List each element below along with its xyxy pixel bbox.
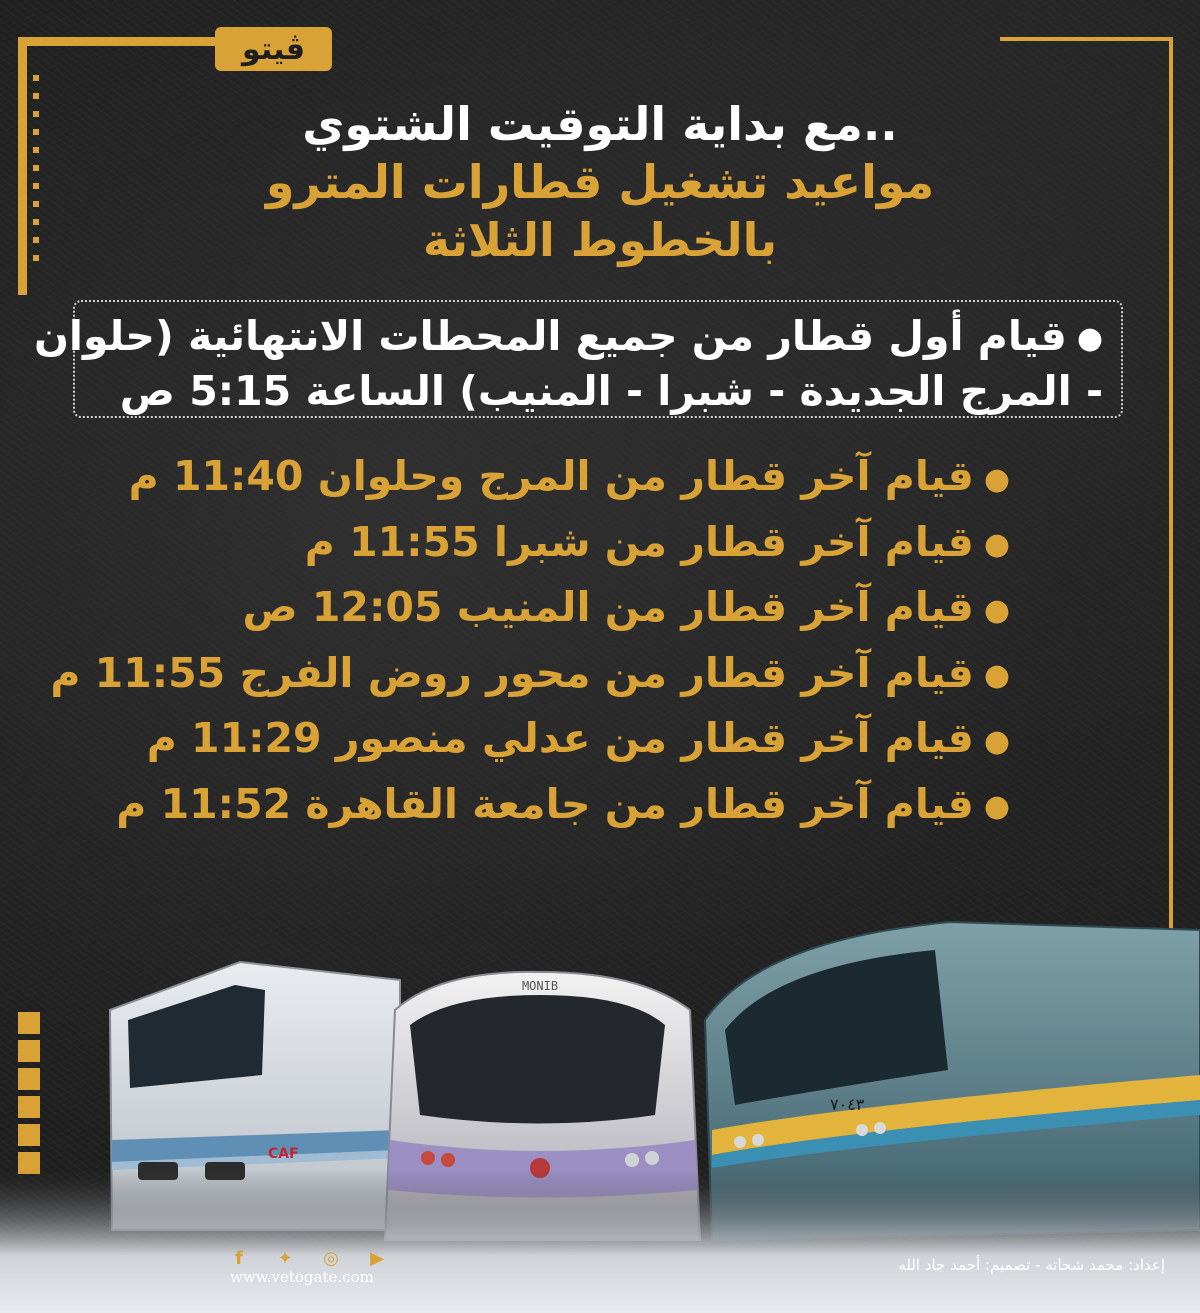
bullet-icon: ● xyxy=(983,658,1010,693)
frame-right-cap xyxy=(1000,37,1173,41)
last-trains-list xyxy=(50,445,1010,838)
first-train-line-1 xyxy=(33,310,1103,365)
bullet-icon: ● xyxy=(983,789,1010,824)
headline-line-3: بالخطوط الثلاثة xyxy=(422,213,778,267)
credits: إعداد: محمد شحاته - تصميم: أحمد جاد الله xyxy=(898,1256,1165,1274)
headline xyxy=(200,95,1000,269)
first-train-line-2: - المرج الجديدة - شبرا - المنيب) الساعة 5:15 ص xyxy=(119,367,1103,415)
list-item xyxy=(110,576,1010,642)
train-manufacturer-label: CAF xyxy=(268,1146,299,1162)
frame-tick-marks xyxy=(33,75,43,273)
first-train-box xyxy=(33,300,1123,418)
facebook-icon[interactable]: f xyxy=(235,1247,243,1269)
brand-logo xyxy=(215,27,332,71)
train-car-number: ٧٠٤٣ xyxy=(830,1095,865,1114)
brand-logo-text: ڤيتو xyxy=(242,31,305,67)
list-item xyxy=(110,707,1010,773)
list-item-text: قيام آخر قطار من المرج وحلوان 11:40 م xyxy=(128,452,974,500)
bullet-icon: ● xyxy=(983,527,1010,562)
headline-line-1: مع بداية التوقيت الشتوي.. xyxy=(302,97,898,151)
website-url[interactable]: www.vetogate.com xyxy=(230,1268,374,1286)
bullet-icon: ● xyxy=(983,723,1010,759)
list-item xyxy=(110,773,1010,839)
first-train-text-1: قيام أول قطار من جميع المحطات الانتهائية (حلوان xyxy=(33,312,1067,360)
social-icons xyxy=(228,1247,388,1269)
youtube-icon[interactable]: ▶ xyxy=(370,1247,384,1269)
metro-trains-illustration xyxy=(0,900,1200,1313)
instagram-icon[interactable]: ◎ xyxy=(323,1247,339,1269)
list-item-text: قيام آخر قطار من شبرا 11:55 م xyxy=(304,517,974,566)
list-item-text: قيام آخر قطار من عدلي منصور 11:29 م xyxy=(146,714,974,762)
list-item xyxy=(110,445,1010,511)
headline-line-2: مواعيد تشغيل قطارات المترو xyxy=(265,155,935,209)
list-item-text: قيام آخر قطار من جامعة القاهرة 11:52 م xyxy=(116,779,974,828)
list-item xyxy=(50,642,1010,708)
bullet-icon: ● xyxy=(1076,321,1103,356)
bullet-icon: ● xyxy=(983,461,1010,497)
list-item-text: قيام آخر قطار من المنيب 12:05 ص xyxy=(242,583,974,631)
frame-left-bar xyxy=(18,37,27,295)
train-destination-sign: MONIB xyxy=(521,979,559,993)
frame-top-bar xyxy=(18,37,216,46)
twitter-icon[interactable]: ✦ xyxy=(277,1247,293,1269)
list-item xyxy=(110,511,1010,577)
bullet-icon: ● xyxy=(983,592,1010,628)
list-item-text: قيام آخر قطار من محور روض الفرج 11:55 م xyxy=(50,648,974,697)
